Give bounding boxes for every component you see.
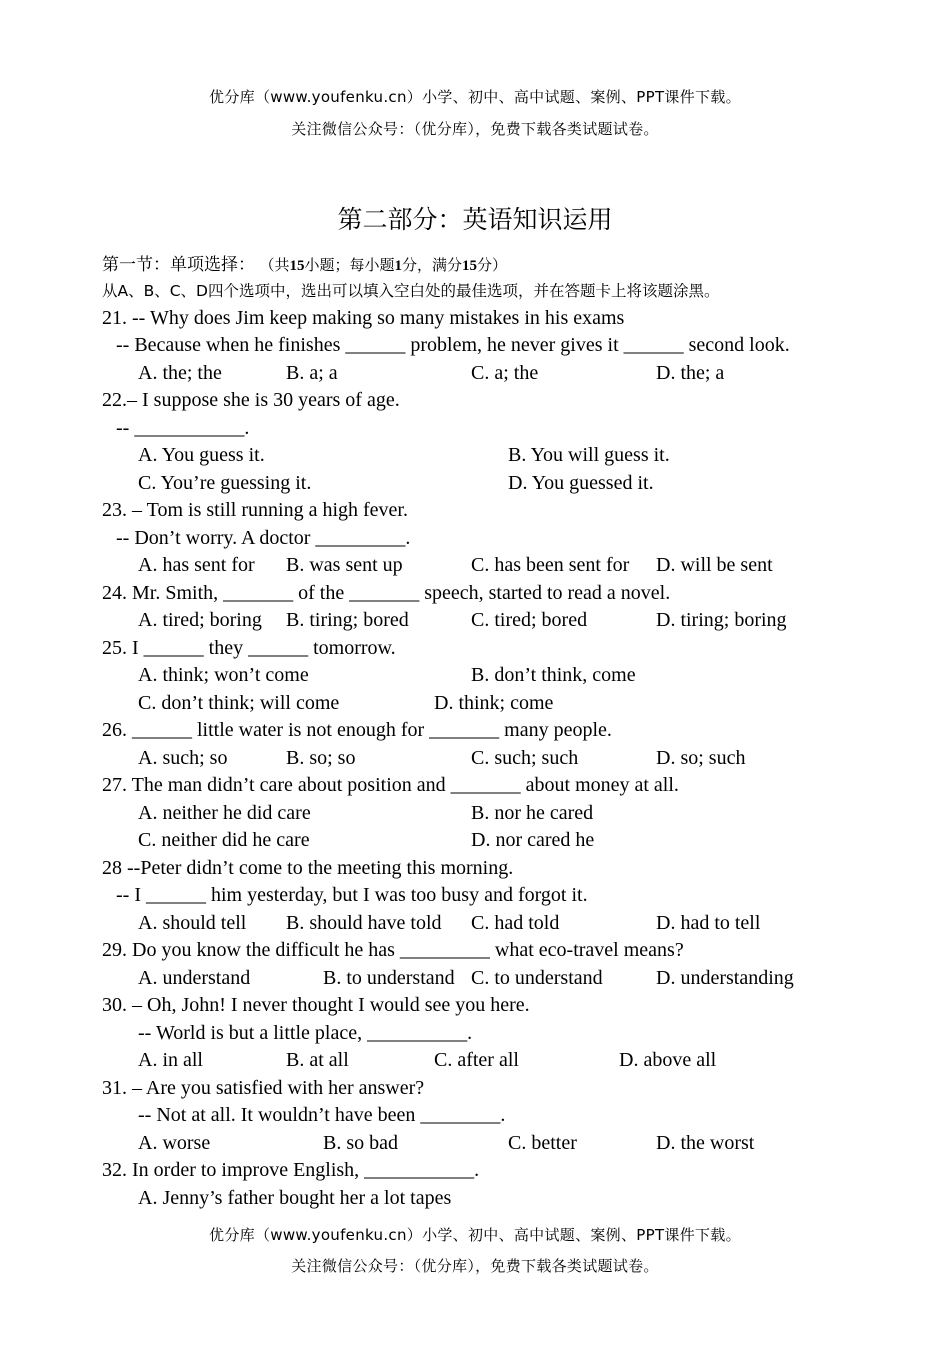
q31-option-b: B. so bad bbox=[323, 1132, 398, 1154]
q25-option-a: A. think; won’t come bbox=[138, 664, 309, 686]
q30-option-c: C. after all bbox=[434, 1049, 519, 1071]
q23-option-d: D. will be sent bbox=[656, 554, 773, 576]
q21-option-c: C. a; the bbox=[471, 362, 539, 384]
section-heading bbox=[102, 250, 507, 275]
q28-reply: -- I ______ him yesterday, but I was too busy and forgot it. bbox=[116, 884, 588, 906]
q24-option-c: C. tired; bored bbox=[471, 609, 588, 631]
q21-option-b: B. a; a bbox=[286, 362, 338, 384]
q28-stem: 28 --Peter didn’t come to the meeting this morning. bbox=[102, 857, 514, 879]
q23-reply: -- Don’t worry. A doctor _________. bbox=[116, 527, 411, 549]
q24-option-b: B. tiring; bored bbox=[286, 609, 409, 631]
q22-option-d: D. You guessed it. bbox=[508, 472, 654, 494]
q29-option-b: B. to understand bbox=[323, 967, 455, 989]
q30-option-a: A. in all bbox=[138, 1049, 203, 1071]
q30-stem: 30. – Oh, John! I never thought I would see you here. bbox=[102, 994, 530, 1016]
q25-option-b: B. don’t think, come bbox=[471, 664, 636, 686]
q28-option-d: D. had to tell bbox=[656, 912, 761, 934]
q23-option-b: B. was sent up bbox=[286, 554, 403, 576]
q25-stem: 25. I ______ they ______ tomorrow. bbox=[102, 637, 396, 659]
q22-option-c: C. You’re guessing it. bbox=[138, 472, 312, 494]
q32-stem: 32. In order to improve English, ___________. bbox=[102, 1159, 480, 1181]
q31-reply: -- Not at all. It wouldn’t have been ________. bbox=[138, 1104, 506, 1126]
q22-option-a: A. You guess it. bbox=[138, 444, 265, 466]
section-instruction: 从A、B、C、D四个选项中，选出可以填入空白处的最佳选项，并在答题卡上将该题涂黑。 bbox=[102, 282, 720, 300]
q21-option-d: D. the; a bbox=[656, 362, 725, 384]
part-title: 第二部分：英语知识运用 bbox=[337, 205, 613, 234]
q28-option-a: A. should tell bbox=[138, 912, 247, 934]
q27-option-c: C. neither did he care bbox=[138, 829, 310, 851]
section-label: 第一节：单项选择： bbox=[102, 255, 255, 275]
q26-option-b: B. so; so bbox=[286, 747, 356, 769]
q29-option-c: C. to understand bbox=[471, 967, 603, 989]
q25-option-c: C. don’t think; will come bbox=[138, 692, 340, 714]
q31-stem: 31. – Are you satisfied with her answer? bbox=[102, 1077, 425, 1099]
q26-option-d: D. so; such bbox=[656, 747, 746, 769]
q29-option-a: A. understand bbox=[138, 967, 251, 989]
q23-option-c: C. has been sent for bbox=[471, 554, 630, 576]
q26-option-c: C. such; such bbox=[471, 747, 579, 769]
header-line-1: 优分库（www.youfenku.cn）小学、初中、高中试题、案例、PPT课件下载。 bbox=[209, 88, 741, 106]
q31-option-d: D. the worst bbox=[656, 1132, 755, 1154]
q23-option-a: A. has sent for bbox=[138, 554, 255, 576]
q27-stem: 27. The man didn’t care about position and _______ about money at all. bbox=[102, 774, 679, 796]
q31-option-c: C. better bbox=[508, 1132, 577, 1154]
q30-option-b: B. at all bbox=[286, 1049, 349, 1071]
q26-option-a: A. such; so bbox=[138, 747, 228, 769]
q30-reply: -- World is but a little place, __________. bbox=[138, 1022, 473, 1044]
q23-stem: 23. – Tom is still running a high fever. bbox=[102, 499, 408, 521]
q26-stem: 26. ______ little water is not enough for _______ many people. bbox=[102, 719, 612, 741]
q22-option-b: B. You will guess it. bbox=[508, 444, 670, 466]
q22-reply: -- ___________. bbox=[116, 417, 250, 439]
q30-option-d: D. above all bbox=[619, 1049, 717, 1071]
q28-option-b: B. should have told bbox=[286, 912, 442, 934]
footer-line-1: 优分库（www.youfenku.cn）小学、初中、高中试题、案例、PPT课件下载。 bbox=[209, 1226, 741, 1244]
q28-option-c: C. had told bbox=[471, 912, 560, 934]
q31-option-a: A. worse bbox=[138, 1132, 211, 1154]
q29-stem: 29. Do you know the difficult he has _________ what eco-travel means? bbox=[102, 939, 684, 961]
footer-line-2: 关注微信公众号：（优分库），免费下载各类试题试卷。 bbox=[291, 1257, 659, 1275]
q27-option-a: A. neither he did care bbox=[138, 802, 311, 824]
q24-option-a: A. tired; boring bbox=[138, 609, 262, 631]
q21-reply: -- Because when he finishes ______ problem, he never gives it ______ second look. bbox=[116, 334, 790, 356]
q29-option-d: D. understanding bbox=[656, 967, 794, 989]
header-line-2: 关注微信公众号：（优分库），免费下载各类试题试卷。 bbox=[291, 120, 659, 138]
q24-stem: 24. Mr. Smith, _______ of the _______ speech, started to read a novel. bbox=[102, 582, 671, 604]
q27-option-d: D. nor cared he bbox=[471, 829, 595, 851]
q32-option-a: A. Jenny’s father bought her a lot tapes bbox=[138, 1187, 452, 1209]
section-note: （共15小题；每小题1分，满分15分） bbox=[267, 256, 508, 274]
q24-option-d: D. tiring; boring bbox=[656, 609, 787, 631]
q25-option-d: D. think; come bbox=[434, 692, 554, 714]
q21-option-a: A. the; the bbox=[138, 362, 222, 384]
q27-option-b: B. nor he cared bbox=[471, 802, 594, 824]
q21-stem: 21. -- Why does Jim keep making so many mistakes in his exams bbox=[102, 307, 625, 329]
q22-stem: 22.– I suppose she is 30 years of age. bbox=[102, 389, 400, 411]
